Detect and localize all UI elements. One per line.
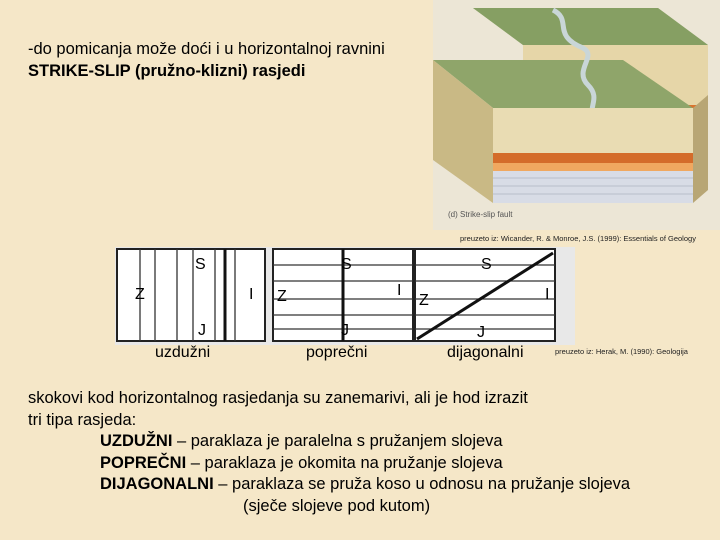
diagram-letter-s-2: S <box>341 256 352 273</box>
figure-caption: (d) Strike-slip fault <box>448 210 513 219</box>
body-line-2: tri tipa rasjeda: <box>28 410 137 429</box>
diagram-letter-s-3: S <box>481 256 492 273</box>
strike-slip-block-diagram <box>433 0 720 230</box>
intro-text <box>28 38 385 82</box>
type-name: UZDUŽNI <box>100 432 173 450</box>
intro-line-1: -do pomicanja može doći i u horizontalnoj ravnini <box>28 40 385 58</box>
type-desc: – paraklaza je okomita na pružanje slojeva <box>186 453 503 472</box>
diagram-letter-s: S <box>195 256 206 273</box>
fault-type-diagonal <box>28 474 630 496</box>
type-desc: – paraklaza se pruža koso u odnosu na pružanje slojeva <box>213 475 631 493</box>
body-line-1: skokovi kod horizontalnog rasjedanja su zanemarivi, ali je hod izrazit <box>28 389 528 407</box>
type-desc: – paraklaza je paralelna s pružanjem slojeva <box>172 432 503 450</box>
diagram-letter-j-2: J <box>341 322 349 339</box>
diagram-letter-i: I <box>249 286 254 303</box>
type-name: POPREČNI <box>100 453 187 472</box>
body-line-last: (sječe slojeve pod kutom) <box>243 496 431 515</box>
diagram-letter-i-2: I <box>397 282 402 299</box>
fault-type-longitudinal <box>28 431 630 453</box>
diagonal-diagram <box>415 249 555 341</box>
figure-credit: preuzeto iz: Wicander, R. & Monroe, J.S. (1999): Essentials of Geology <box>460 234 696 243</box>
label-transverse: poprečni <box>306 344 368 361</box>
diagram-letter-j: J <box>198 322 206 339</box>
type-name: DIJAGONALNI <box>100 475 214 493</box>
transverse-diagram <box>273 249 413 341</box>
label-diagonal: dijagonalni <box>447 344 524 361</box>
diagram-letter-z-2: Z <box>277 288 287 305</box>
fault-type-diagrams <box>115 247 575 345</box>
diagram-letter-i-3: I <box>545 286 550 303</box>
diagram-letter-j-3: J <box>477 324 485 341</box>
diagrams-credit: preuzeto iz: Herak, M. (1990): Geologija <box>555 347 688 356</box>
label-longitudinal: uzdužni <box>155 344 211 361</box>
intro-heading: STRIKE-SLIP (pružno-klizni) rasjedi <box>28 62 306 80</box>
longitudinal-diagram <box>117 249 265 341</box>
body-text <box>28 388 630 517</box>
fault-type-transverse <box>28 453 630 475</box>
diagram-letter-z-3: Z <box>419 292 429 309</box>
diagram-letter-z: Z <box>135 286 145 303</box>
